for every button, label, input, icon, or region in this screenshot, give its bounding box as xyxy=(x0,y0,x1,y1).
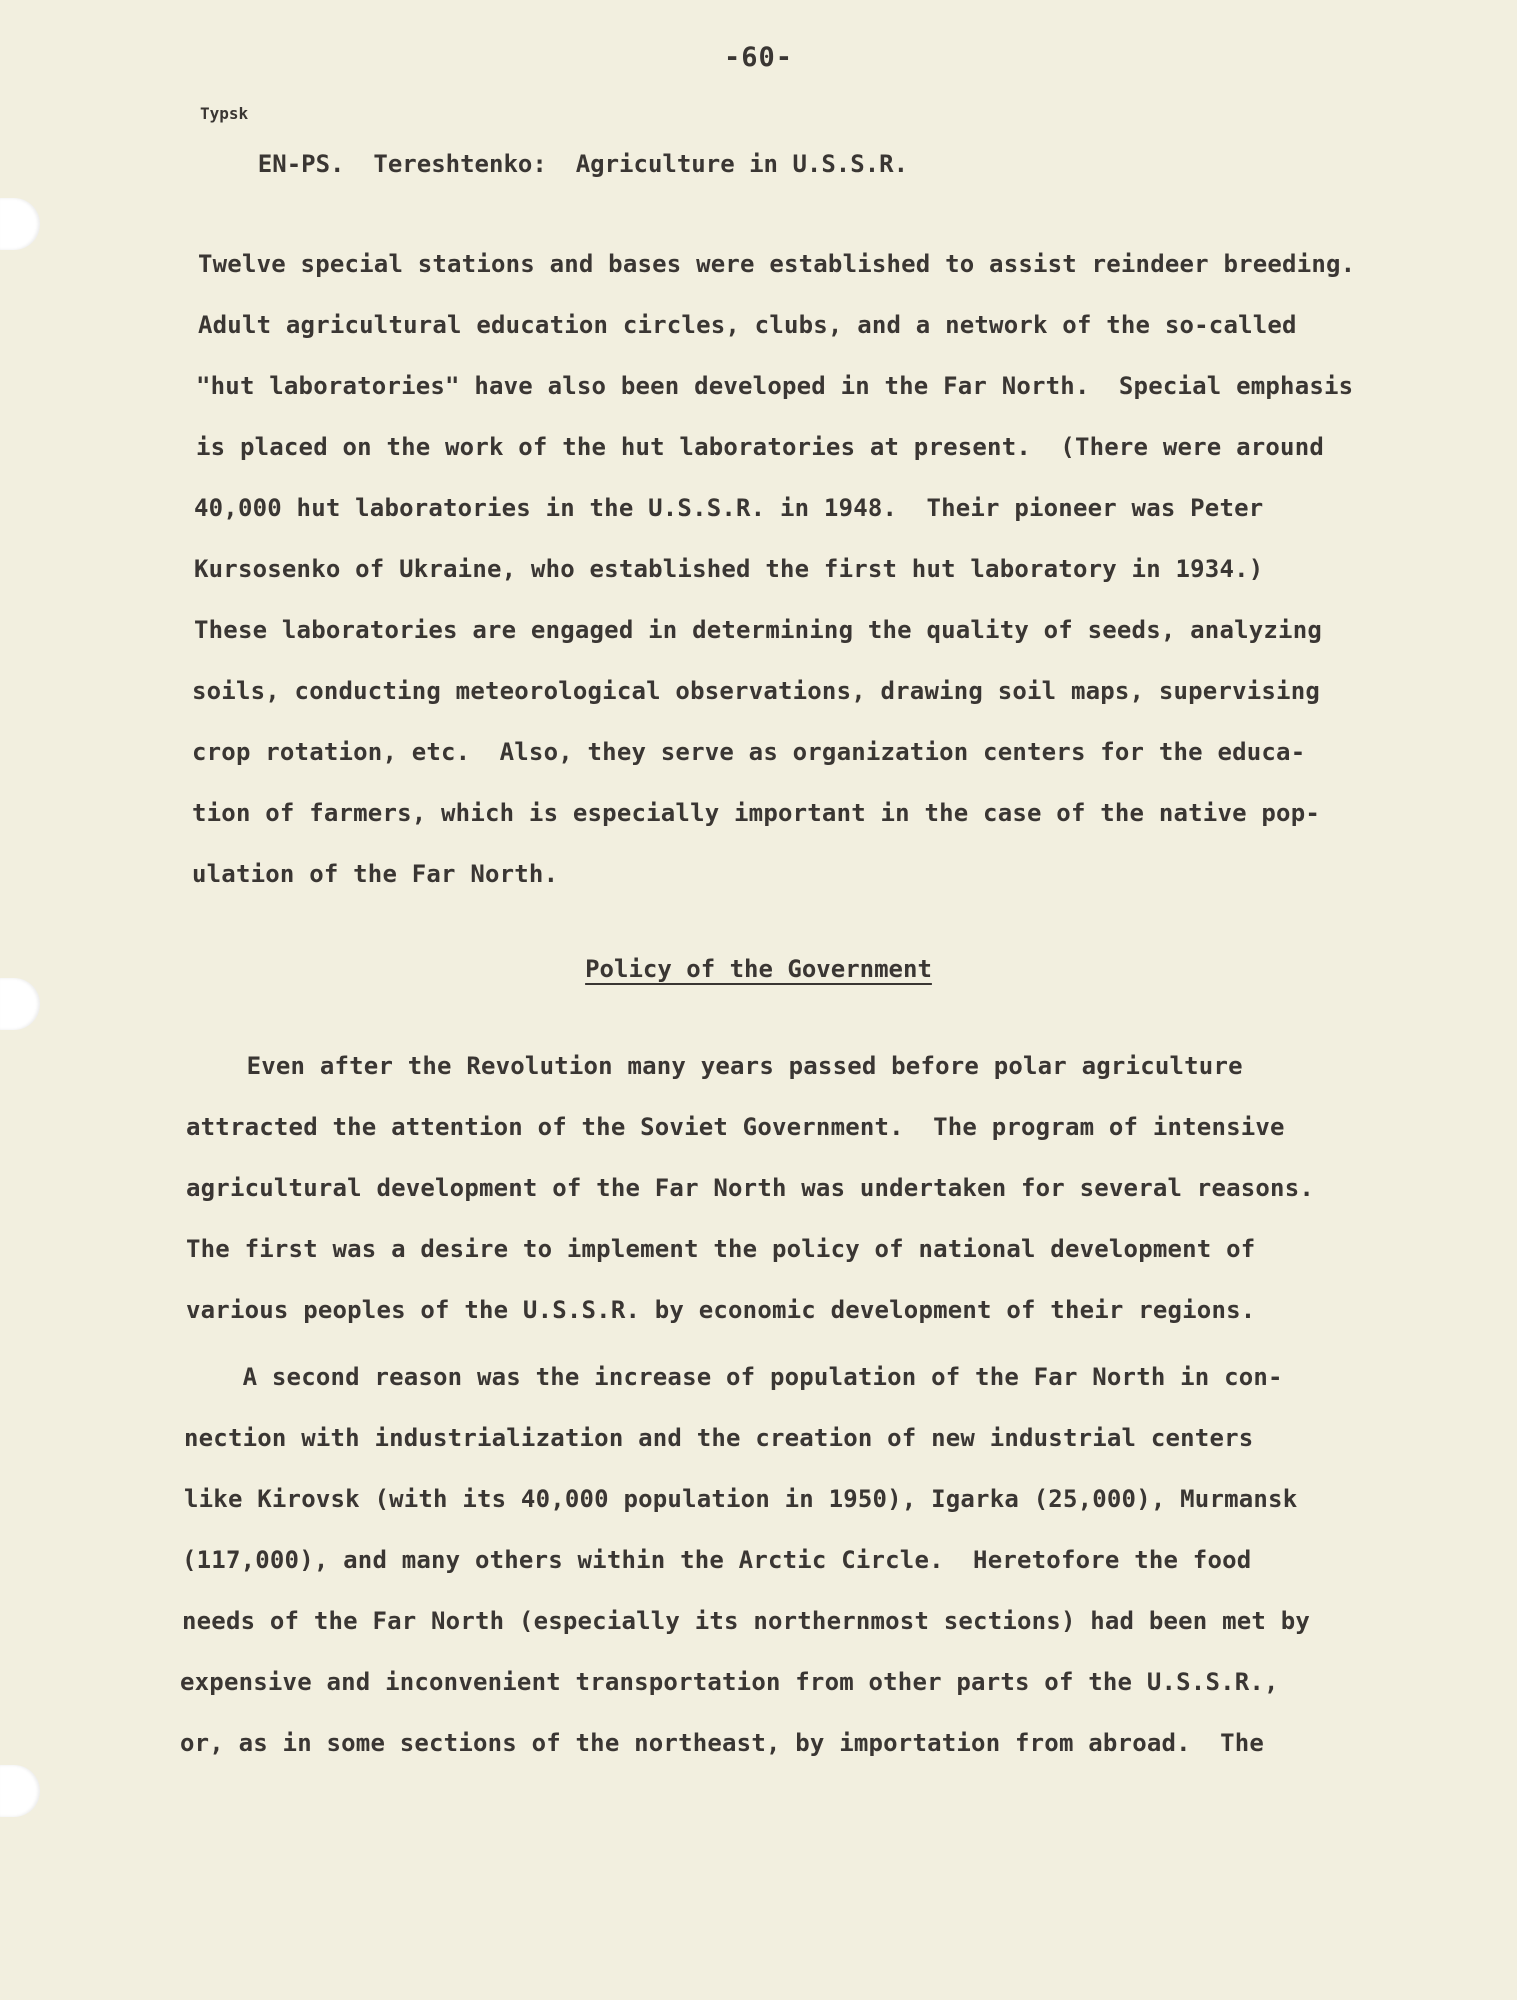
paragraph-1-line: Adult agricultural education circles, clubs, and a network of the so-called xyxy=(198,311,1297,339)
running-head-title: Agriculture in U.S.S.R. xyxy=(575,150,909,178)
section-heading xyxy=(0,955,1517,983)
running-head xyxy=(200,104,909,206)
paragraph-3-line: A second reason was the increase of population of the Far North in con- xyxy=(184,1363,1283,1391)
paragraph-3-line: expensive and inconvenient transportation from other parts of the U.S.S.R., xyxy=(180,1668,1279,1696)
paragraph-2-line: various peoples of the U.S.S.R. by economic development of their regions. xyxy=(186,1296,1256,1324)
paragraph-1-line: "hut laboratories" have also been developed in the Far North. Special emphasis xyxy=(196,372,1354,400)
paragraph-3-line: needs of the Far North (especially its northernmost sections) had been met by xyxy=(182,1607,1310,1635)
running-head-author: Tereshtenko: xyxy=(373,150,547,178)
paragraph-1-line: 40,000 hut laboratories in the U.S.S.R. in 1948. Their pioneer was Peter xyxy=(194,494,1264,522)
paragraph-1-line: crop rotation, etc. Also, they serve as organization centers for the educa- xyxy=(192,738,1306,766)
paragraph-2-line: Even after the Revolution many years passed before polar agriculture xyxy=(188,1052,1243,1080)
paragraph-1-line: Kursosenko of Ukraine, who established the first hut laboratory in 1934.) xyxy=(194,555,1264,583)
paragraph-1-line: tion of farmers, which is especially important in the case of the native pop- xyxy=(192,799,1320,827)
paragraph-3-line: nection with industrialization and the creation of new industrial centers xyxy=(184,1424,1254,1452)
page-number: -60- xyxy=(723,42,794,73)
paragraph-3-line: (117,000), and many others within the Arctic Circle. Heretofore the food xyxy=(182,1546,1252,1574)
paragraph-1-line: ulation of the Far North. xyxy=(192,860,559,888)
paragraph-1-line: These laboratories are engaged in determining the quality of seeds, analyzing xyxy=(194,616,1322,644)
punch-hole xyxy=(0,978,40,1030)
paragraph-1-line: is placed on the work of the hut laboratories at present. (There were around xyxy=(196,433,1324,461)
paragraph-3-line: or, as in some sections of the northeast, by importation from abroad. The xyxy=(180,1729,1265,1757)
running-head-reference: EN-PS. xyxy=(257,150,345,178)
running-head-reference-overtyped: Typsk xyxy=(200,104,249,123)
section-heading-text: Policy of the Government xyxy=(585,955,932,983)
paragraph-1-line: soils, conducting meteorological observations, drawing soil maps, supervising xyxy=(192,677,1320,705)
paragraph-3-line: like Kirovsk (with its 40,000 population in 1950), Igarka (25,000), Murmansk xyxy=(184,1485,1298,1513)
paragraph-2-line: attracted the attention of the Soviet Government. The program of intensive xyxy=(186,1113,1285,1141)
paragraph-1-line: Twelve special stations and bases were established to assist reindeer breeding. xyxy=(198,250,1356,278)
punch-hole xyxy=(0,1765,40,1817)
paragraph-2-line: agricultural development of the Far North was undertaken for several reasons. xyxy=(186,1174,1314,1202)
paragraph-2-line: The first was a desire to implement the policy of national development of xyxy=(186,1235,1256,1263)
punch-hole xyxy=(0,198,40,250)
